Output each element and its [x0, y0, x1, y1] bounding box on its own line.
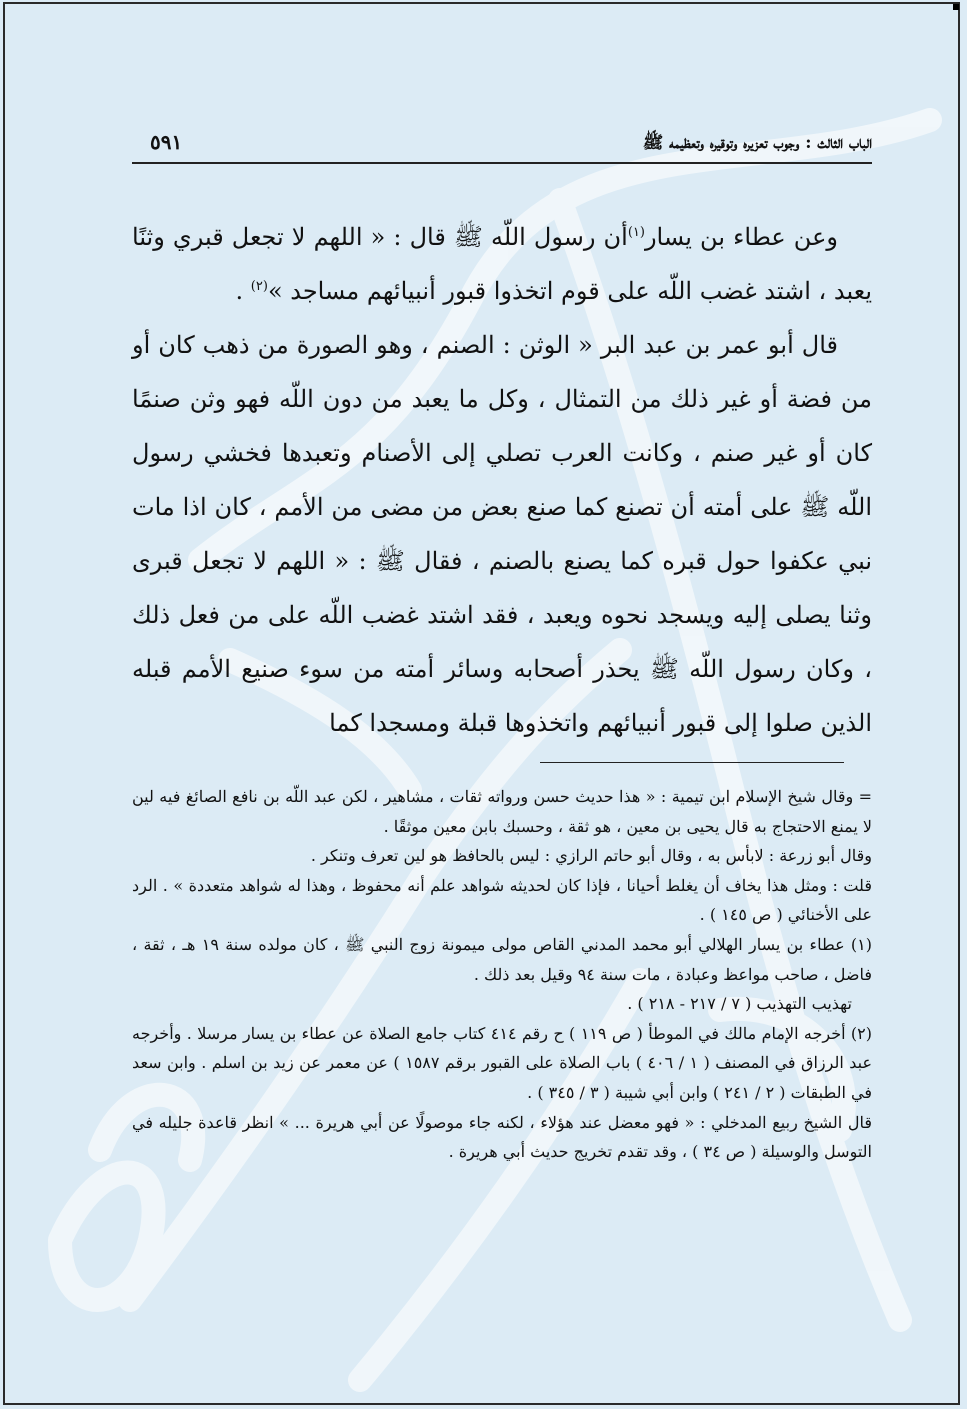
paragraph-commentary: قال أبو عمر بن عبد البر « الوثن : الصنم ، وهو الصورة من ذهب كان أو من فضة أو غير ذلك من التمثال ، وكل ما يعبد من دون اللّه فهو وثن صنمًا كان أو غير صنم ، وكانت العرب تصلي إلى الأصنام وتعبدها فخشي رسول اللّه ﷺ على أمته أن تصنع كما صنع بعض من مضى من الأمم ، كان اذا مات نبي عكفوا حول قبره كما يصنع بالصنم ، فقال ﷺ : « اللهم لا تجعل قبرى وثنا يصلى إليه ويسجد نحوه ويعبد ، فقد اشتد غضب اللّه على من فعل ذلك ، وكان رسول اللّه ﷺ يحذر أصحابه وسائر أمته من سوء صنيع الأمم قبله الذين صلوا إلى قبور أنبيائهم واتخذوها قبلة ومسجدا كما: [132, 331, 873, 737]
footnote-2-note: قال الشيخ ربيع المدخلي : « فهو معضل عند هؤلاء ، لكنه جاء موصولًا عن أبي هريرة ... » انظر قاعدة جليله في التوسل والوسيلة ( ص ٣٤ ) ، وقد تقدم تخريج حديث أبي هريرة .: [132, 1112, 873, 1162]
hadith-text: أن رسول اللّه ﷺ قال : « اللهم لا تجعل قبري وثنًا يعبد ، اشتد غضب اللّه على قوم اتخذوا قبور أنبيائهم مساجد »: [132, 223, 872, 305]
header-rule: [132, 162, 872, 164]
corner-mark: [953, 4, 959, 10]
footnote-rule: [540, 762, 844, 763]
footnotes: [132, 782, 872, 1167]
paragraph-hadith: [132, 210, 872, 318]
footnote-ref-2: (٢): [250, 279, 268, 294]
footnote-1: (١) عطاء بن يسار الهلالي أبو محمد المدني القاص مولى ميمونة زوج النبي ﷺ ، كان مولده سنة ١٩ هـ ، ثقة ، فاضل ، صاحب مواعظ وعبادة ، مات سنة ٩٤ وقيل بعد ذلك .: [132, 934, 873, 984]
hadith-intro: وعن عطاء بن يسار: [644, 223, 838, 251]
footnote-continuation: = وقال شيخ الإسلام ابن تيمية : « هذا حديث حسن ورواته ثقات ، مشاهير ، لكن عبد اللّه بن نافع الصائغ فيه لين لا يمنع الاحتجاج به قال يحيى بن معين ، هو ثقة ، وحسبك بابن معين موثقًا .: [132, 787, 872, 836]
footnote-ref-1: (١): [627, 225, 645, 240]
footnote-1-source: تهذيب التهذيب ( ٧ / ٢١٧ - ٢١٨ ) .: [627, 994, 852, 1014]
footnote-2: (٢) أخرجه الإمام مالك في الموطأ ( ص ١١٩ ) ح رقم ٤١٤ كتاب جامع الصلاة عن عطاء بن يسار مرسلا . وأخرجه عبد الرزاق في المصنف ( ١ / ٤٠٦ ) باب الصلاة على القبور برقم ١٥٨٧ ) عن معمر عن زيد بن اسلم . وابن سعد في الطبقات ( ٢ / ٢٤١ ) وابن أبي شيبة ( ٣ / ٣٤٥ ) .: [132, 1023, 873, 1102]
footnote-continuation: قلت : ومثل هذا يخاف أن يغلط أحيانا ، فإذا كان لحديثه شواهد علم أنه محفوظ ، وهذا له شواهد متعددة » . الرد على الأخنائي ( ص ١٤٥ ) .: [132, 875, 872, 925]
chapter-title: الباب الثالث : وجوب تعزيره وتوقيره وتعظيمه ﷺ: [642, 133, 872, 153]
running-header: [132, 126, 872, 162]
hadith-end: .: [235, 277, 251, 305]
main-text: [132, 210, 872, 750]
page-number: ٥٩١: [150, 130, 183, 154]
footnote-continuation: وقال أبو زرعة : لابأس به ، وقال أبو حاتم الرازي : ليس بالحافظ هو لين تعرف وتنكر .: [310, 846, 872, 866]
